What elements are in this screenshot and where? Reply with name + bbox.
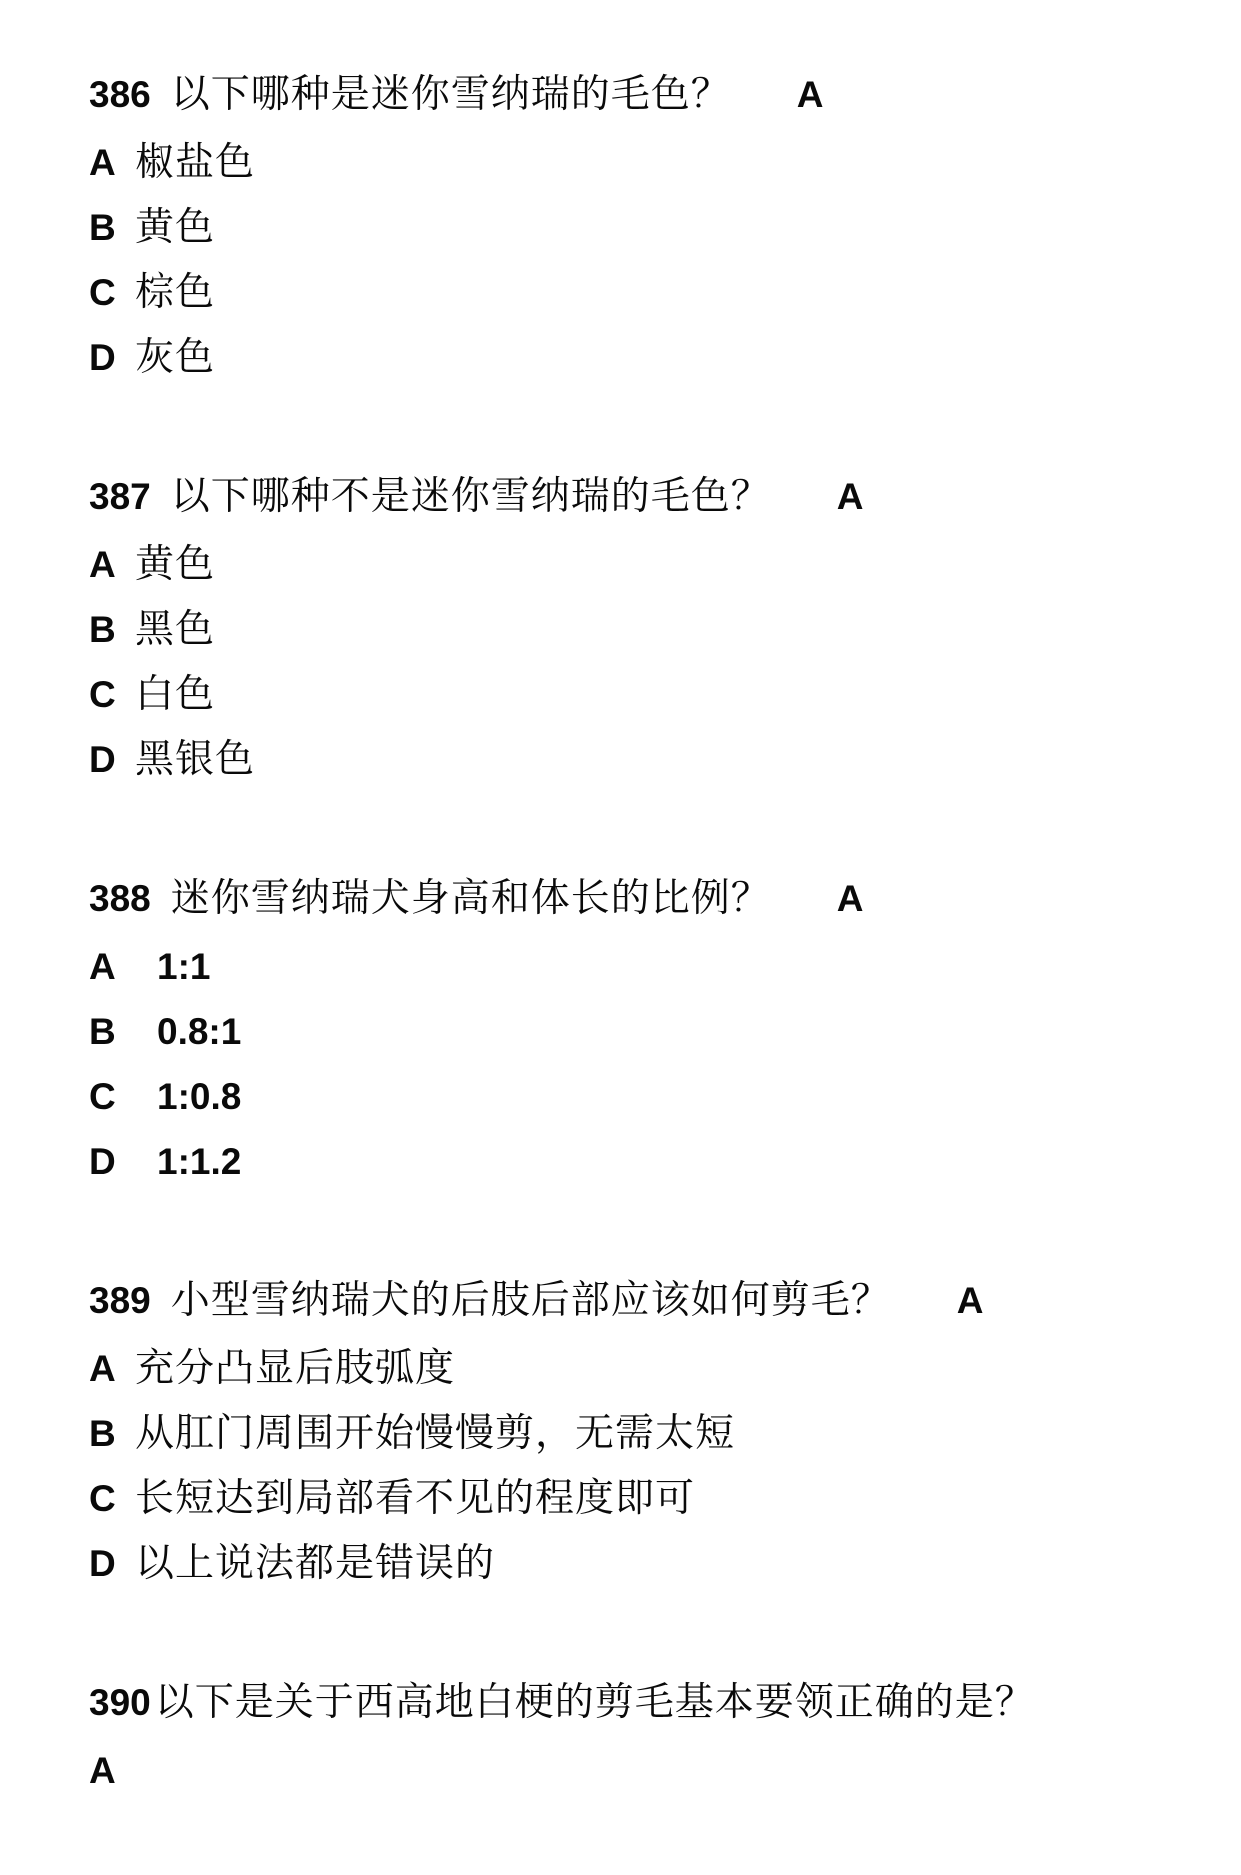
question-header — [89, 1266, 1199, 1336]
option-a — [89, 532, 1199, 597]
question-answer: A — [956, 1280, 984, 1321]
option-letter: A — [89, 544, 116, 585]
option-d — [89, 727, 1199, 792]
option-letter: C — [89, 272, 116, 313]
option-letter: C — [89, 1076, 116, 1117]
option-letter: B — [89, 1413, 116, 1454]
option-text: 以上说法都是错误的 — [135, 1541, 496, 1586]
option-letter: D — [89, 1141, 116, 1182]
question-header — [89, 462, 1199, 532]
option-d — [89, 1129, 1199, 1194]
option-d — [89, 325, 1199, 390]
option-letter: A — [89, 142, 116, 183]
option-text: 1:1 — [157, 946, 211, 987]
question-answer: A — [796, 74, 824, 115]
option-letter: C — [89, 1478, 116, 1519]
option-c — [89, 1064, 1199, 1129]
option-text: 黄色 — [135, 205, 216, 250]
option-text: 棕色 — [135, 270, 216, 315]
question-number: 389 — [89, 1280, 151, 1321]
option-a — [89, 130, 1199, 195]
option-text: 1:1.2 — [157, 1141, 242, 1182]
question-header — [89, 864, 1199, 934]
option-text: 黑色 — [135, 607, 216, 652]
option-letter: C — [89, 674, 116, 715]
option-text: 长短达到局部看不见的程度即可 — [135, 1476, 696, 1521]
question-387 — [89, 462, 1199, 792]
option-text: 黄色 — [135, 542, 216, 587]
quiz-page — [89, 60, 1199, 1875]
question-text: 小型雪纳瑞犬的后肢后部应该如何剪毛？ — [170, 1278, 891, 1323]
option-text: 充分凸显后肢弧度 — [135, 1346, 456, 1391]
question-text: 以下是关于西高地白梗的剪毛基本要领正确的是？ — [154, 1680, 1035, 1725]
question-389 — [89, 1266, 1199, 1596]
option-b — [89, 195, 1199, 260]
option-text: 白色 — [135, 672, 216, 717]
question-answer: A — [836, 476, 864, 517]
question-390 — [89, 1668, 1199, 1803]
option-text: 从肛门周围开始慢慢剪，无需太短 — [135, 1411, 736, 1456]
question-text: 以下哪种是迷你雪纳瑞的毛色？ — [170, 72, 731, 117]
option-text: 1:0.8 — [157, 1076, 242, 1117]
question-388 — [89, 864, 1199, 1194]
option-letter: A — [89, 946, 116, 987]
question-number: 388 — [89, 878, 151, 919]
option-b — [89, 1401, 1199, 1466]
option-letter: D — [89, 739, 116, 780]
option-c — [89, 260, 1199, 325]
option-a — [89, 934, 1199, 999]
option-text: 灰色 — [135, 335, 216, 380]
question-header — [89, 60, 1199, 130]
question-answer: A — [836, 878, 864, 919]
question-number: 390 — [89, 1682, 151, 1723]
option-text: 椒盐色 — [135, 140, 256, 185]
option-b — [89, 999, 1199, 1064]
question-text: 以下哪种不是迷你雪纳瑞的毛色？ — [170, 474, 771, 519]
question-number: 387 — [89, 476, 151, 517]
option-letter: D — [89, 1543, 116, 1584]
option-letter: B — [89, 1011, 116, 1052]
option-letter: B — [89, 207, 116, 248]
option-c — [89, 1466, 1199, 1531]
question-answer: A — [89, 1750, 116, 1791]
option-c — [89, 662, 1199, 727]
option-b — [89, 597, 1199, 662]
question-text: 迷你雪纳瑞犬身高和体长的比例？ — [170, 876, 771, 921]
option-text: 0.8:1 — [157, 1011, 242, 1052]
option-text: 黑银色 — [135, 737, 256, 782]
option-letter: D — [89, 337, 116, 378]
option-letter: A — [89, 1348, 116, 1389]
question-number: 386 — [89, 74, 151, 115]
option-letter: B — [89, 609, 116, 650]
option-d — [89, 1531, 1199, 1596]
question-386 — [89, 60, 1199, 390]
option-a — [89, 1336, 1199, 1401]
question-header — [89, 1668, 1199, 1738]
